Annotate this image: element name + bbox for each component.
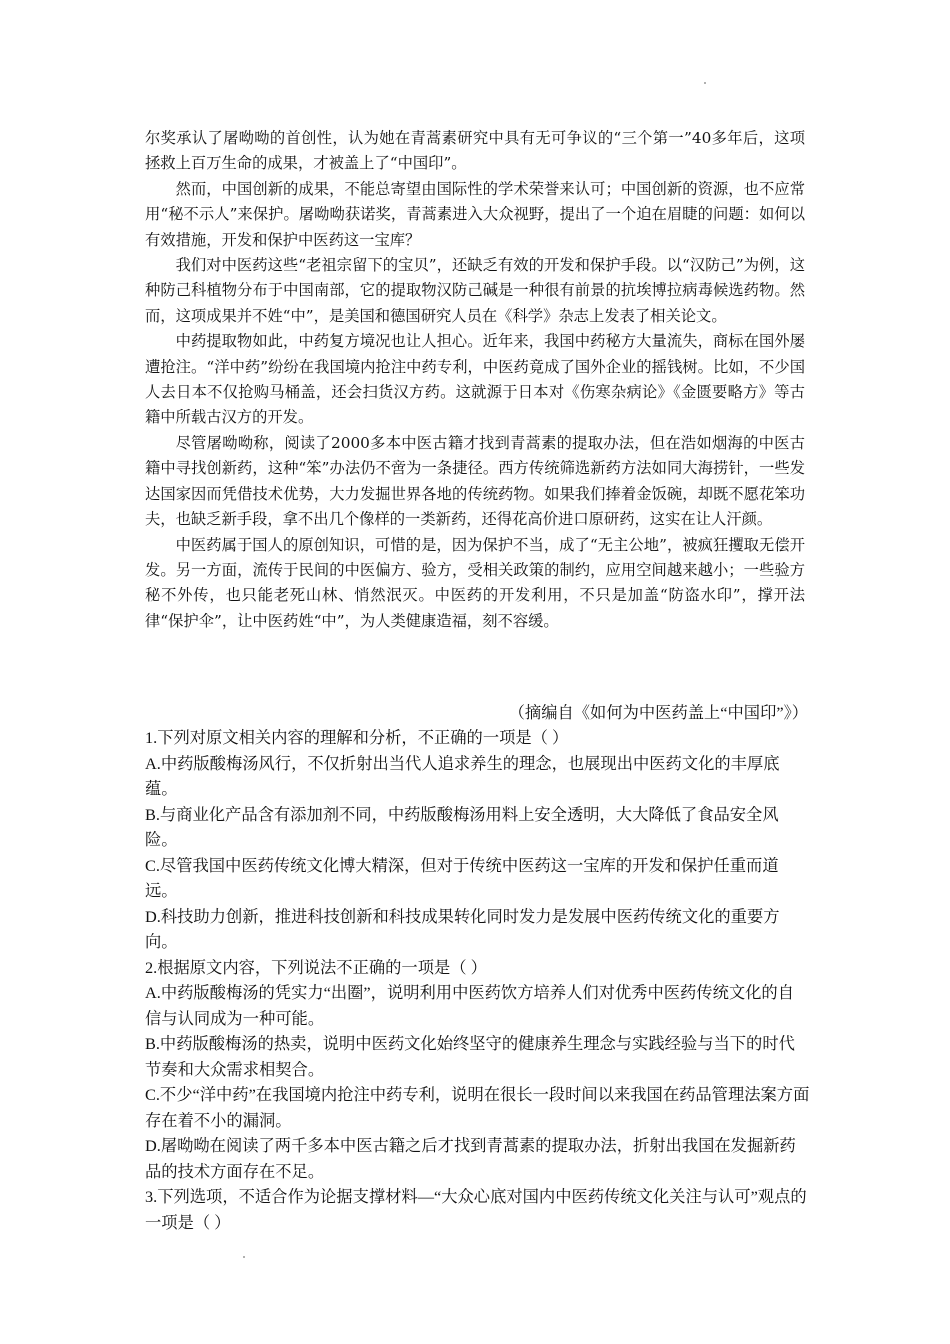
decorative-dot [704,82,706,84]
article-body [145,126,805,634]
article-paragraph: 尔奖承认了屠呦呦的首创性，认为她在青蒿素研究中具有无可争议的“三个第一”40多年后，这项拯救上百万生命的成果，才被盖上了“中国印”。 [145,129,805,173]
question-stem: 1.下列对原文相关内容的理解和分析，不正确的一项是（ ） [145,728,569,747]
answer-option: B.与商业化产品含有添加剂不同，中药版酸梅汤用料上安全透明，大大降低了食品安全风险。 [145,804,779,849]
article-source: （摘编自《如何为中医药盖上“中国印”》） [508,703,808,722]
article-paragraph: 中药提取物如此，中药复方境况也让人担心。近年来，我国中药秘方大量流失，商标在国外屡遭抢注。“洋中药”纷纷在我国境内抢注中药专利，中医药竟成了国外企业的摇钱树。比如，不少国人去日本不仅抢购马桶盖，还会扫货汉方药。这就源于日本对《伤寒杂病论》《金匮要略方》等古籍中所载古汉方的开发。 [145,332,805,427]
article-paragraph: 尽管屠呦呦称，阅读了2000多本中医古籍才找到青蒿素的提取办法，但在浩如烟海的中医古籍中寻找创新药，这种“笨”办法仍不啻为一条捷径。西方传统筛选新药方法如同大海捞针，一些发达国家因而凭借技术优势，大力发掘世界各地的传统药物。如果我们捧着金饭碗，却既不愿花笨功夫，也缺乏新手段，拿不出几个像样的一类新药，还得花高价进口原研药，这实在让人汗颜。 [145,433,805,529]
question-stem: 2.根据原文内容，下列说法不正确的一项是（ ） [145,957,487,977]
answer-option: D.屠呦呦在阅读了两千多本中医古籍之后才找到青蒿素的提取办法，折射出我国在发掘新药品的技术方面存在不足。 [145,1136,796,1181]
article-paragraph: 然而，中国创新的成果，不能总寄望由国际性的学术荣誉来认可；中国创新的资源，也不应常用“秘不示人”来保护。屠呦呦获诺奖，青蒿素进入大众视野，提出了一个迫在眉睫的问题：如何以有效措施，开发和保护中医药这一宝库？ [145,179,805,249]
answer-option: A.中药版酸梅汤的凭实力“出圈”，说明利用中医药饮方培养人们对优秀中医药传统文化的自信与认同成为一种可能。 [145,983,794,1028]
answer-option: C.尽管我国中医药传统文化博大精深，但对于传统中医药这一宝库的开发和保护任重而道远。 [145,855,779,900]
article-paragraph: 中医药属于国人的原创知识，可惜的是，因为保护不当，成了“无主公地”，被疯狂攫取无偿开发。另一方面，流传于民间的中医偏方、验方，受相关政策的制约，应用空间越来越小；一些验方秘不外传，也只能老死山林、悄然泯灭。中医药的开发利用，不只是加盖“防盗水印”，撑开法律“保护伞”，让中医药姓“中”，为人类健康造福，刻不容缓。 [145,535,805,630]
answer-option: D.科技助力创新，推进科技创新和科技成果转化同时发力是发展中医药传统文化的重要方向。 [145,906,780,951]
article-paragraph: 我们对中医药这些“老祖宗留下的宝贝”，还缺乏有效的开发和保护手段。以“汉防己”为例，这种防己科植物分布于中国南部，它的提取物汉防己碱是一种很有前景的抗埃博拉病毒候选药物。然而，这项成果并不姓“中”，是美国和德国研究人员在《科学》杂志上发表了相关论文。 [145,256,805,325]
decorative-dot [243,1256,245,1258]
question-list [145,725,810,1235]
answer-option: A.中药版酸梅汤风行，不仅折射出当代人追求养生的理念，也展现出中医药文化的丰厚底蕴。 [145,753,780,798]
question-stem: 3.下列选项，不适合作为论据支撑材料—“大众心底对国内中医药传统文化关注与认可”观点的一项是（ ） [145,1187,807,1232]
answer-option: B.中药版酸梅汤的热卖，说明中医药文化始终坚守的健康养生理念与实践经验与当下的时代节奏和大众需求相契合。 [145,1034,795,1079]
answer-option: C.不少“洋中药”在我国境内抢注中药专利，说明在很长一段时间以来我国在药品管理法案方面存在着不小的漏洞。 [145,1085,810,1130]
